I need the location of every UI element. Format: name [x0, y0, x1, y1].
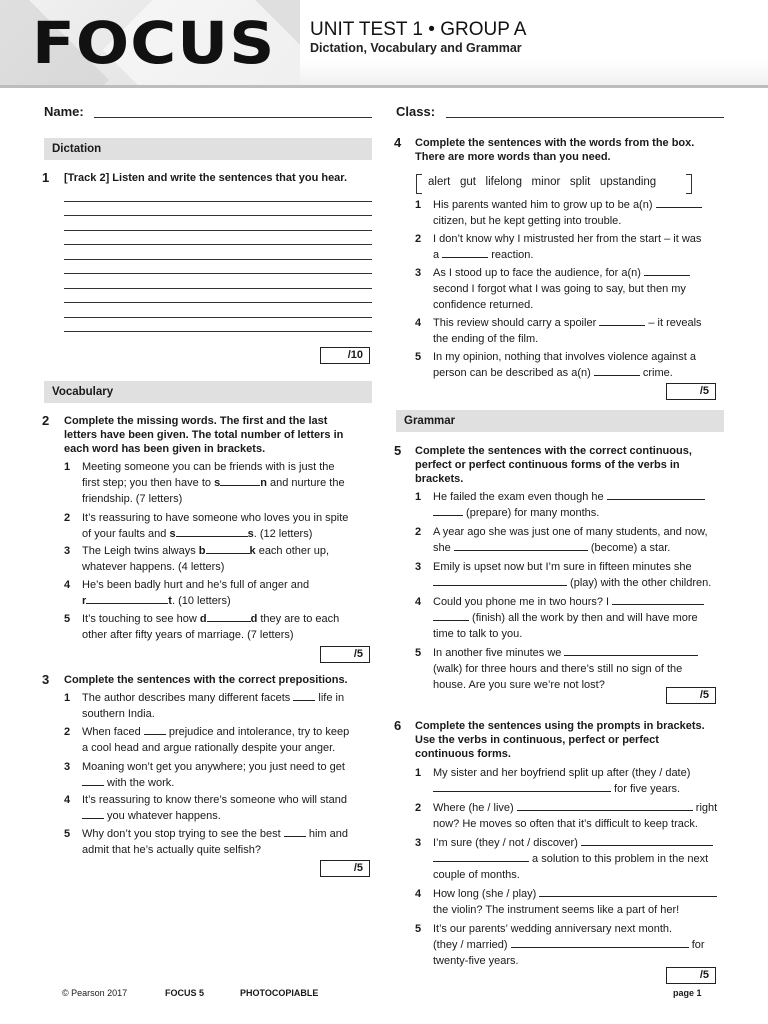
answer-line[interactable]	[64, 201, 372, 202]
answer-line[interactable]	[64, 230, 372, 231]
q1-instruction: [Track 2] Listen and write the sentences that you hear.	[64, 172, 348, 184]
answer-blank[interactable]	[539, 886, 717, 897]
q5-instruction: Complete the sentences with the correct continuous, perfect or perfect continuous forms of the verbs in brackets.	[415, 445, 692, 485]
answer-line[interactable]	[64, 302, 372, 303]
answer-blank[interactable]	[176, 526, 248, 537]
answer-blank[interactable]	[644, 265, 690, 276]
section-dictation: Dictation	[44, 138, 372, 160]
answer-blank[interactable]	[612, 594, 704, 605]
q4-instruction: Complete the sentences with the words from the box. There are more words than you need.	[415, 137, 695, 163]
footer-book: FOCUS 5	[165, 988, 205, 998]
answer-line[interactable]	[64, 244, 372, 245]
answer-blank[interactable]	[564, 645, 698, 656]
q1-number: 1	[42, 170, 50, 185]
answer-blank[interactable]	[82, 775, 104, 786]
focus-logo: FOCUS	[32, 9, 276, 77]
answer-line[interactable]	[64, 273, 372, 274]
answer-blank[interactable]	[86, 593, 168, 604]
q6-instruction: Complete the sentences using the prompts in brackets. Use the verbs in continuous, perfect or perfect continuous forms.	[415, 720, 705, 760]
q3-score-box: /5	[320, 860, 370, 877]
footer-copyright: © Pearson 2017	[62, 988, 128, 998]
answer-line[interactable]	[64, 317, 372, 318]
answer-blank[interactable]	[433, 575, 567, 586]
q4-score-box: /5	[666, 383, 716, 400]
answer-blank[interactable]	[433, 851, 529, 862]
answer-blank[interactable]	[594, 365, 640, 376]
class-label: Class:	[396, 104, 436, 119]
q1-score-box: /10	[320, 347, 370, 364]
footer-photocopiable: PHOTOCOPIABLE	[240, 988, 319, 998]
answer-blank[interactable]	[433, 781, 611, 792]
answer-blank[interactable]	[433, 610, 469, 621]
word-box-words: alert gut lifelong minor split upstanding	[428, 176, 657, 188]
answer-blank[interactable]	[293, 690, 315, 701]
page-title: UNIT TEST 1 • GROUP A	[310, 19, 527, 40]
answer-blank[interactable]	[599, 315, 645, 326]
header-rule	[0, 85, 768, 88]
class-field[interactable]	[446, 117, 724, 118]
q6-score-box: /5	[666, 967, 716, 984]
q2-score-box: /5	[320, 646, 370, 663]
answer-blank[interactable]	[511, 937, 689, 948]
q3-instruction: Complete the sentences with the correct prepositions.	[64, 674, 348, 686]
q6-number: 6	[394, 718, 402, 733]
section-grammar: Grammar	[396, 410, 724, 432]
answer-blank[interactable]	[144, 724, 166, 735]
name-field[interactable]	[94, 117, 372, 118]
answer-blank[interactable]	[581, 835, 713, 846]
answer-blank[interactable]	[517, 800, 693, 811]
q5-number: 5	[394, 443, 402, 458]
footer-page-number: page 1	[673, 988, 702, 998]
answer-line[interactable]	[64, 259, 372, 260]
answer-blank[interactable]	[607, 489, 705, 500]
answer-blank[interactable]	[284, 826, 306, 837]
answer-blank[interactable]	[433, 505, 463, 516]
name-label: Name:	[44, 104, 84, 119]
q3-number: 3	[42, 672, 50, 687]
answer-line[interactable]	[64, 215, 372, 216]
q2-number: 2	[42, 413, 50, 428]
answer-blank[interactable]	[206, 543, 250, 554]
q4-number: 4	[394, 135, 402, 150]
page-subtitle: Dictation, Vocabulary and Grammar	[310, 41, 522, 55]
q2-instruction: Complete the missing words. The first and the last letters have been given. The total number of letters in each word has been given in brackets.	[64, 415, 344, 455]
answer-blank[interactable]	[82, 808, 104, 819]
answer-line[interactable]	[64, 331, 372, 332]
q5-score-box: /5	[666, 687, 716, 704]
answer-blank[interactable]	[207, 611, 251, 622]
answer-line[interactable]	[64, 288, 372, 289]
answer-blank[interactable]	[220, 475, 260, 486]
answer-blank[interactable]	[442, 247, 488, 258]
section-vocabulary: Vocabulary	[44, 381, 372, 403]
answer-blank[interactable]	[656, 197, 702, 208]
answer-blank[interactable]	[454, 540, 588, 551]
